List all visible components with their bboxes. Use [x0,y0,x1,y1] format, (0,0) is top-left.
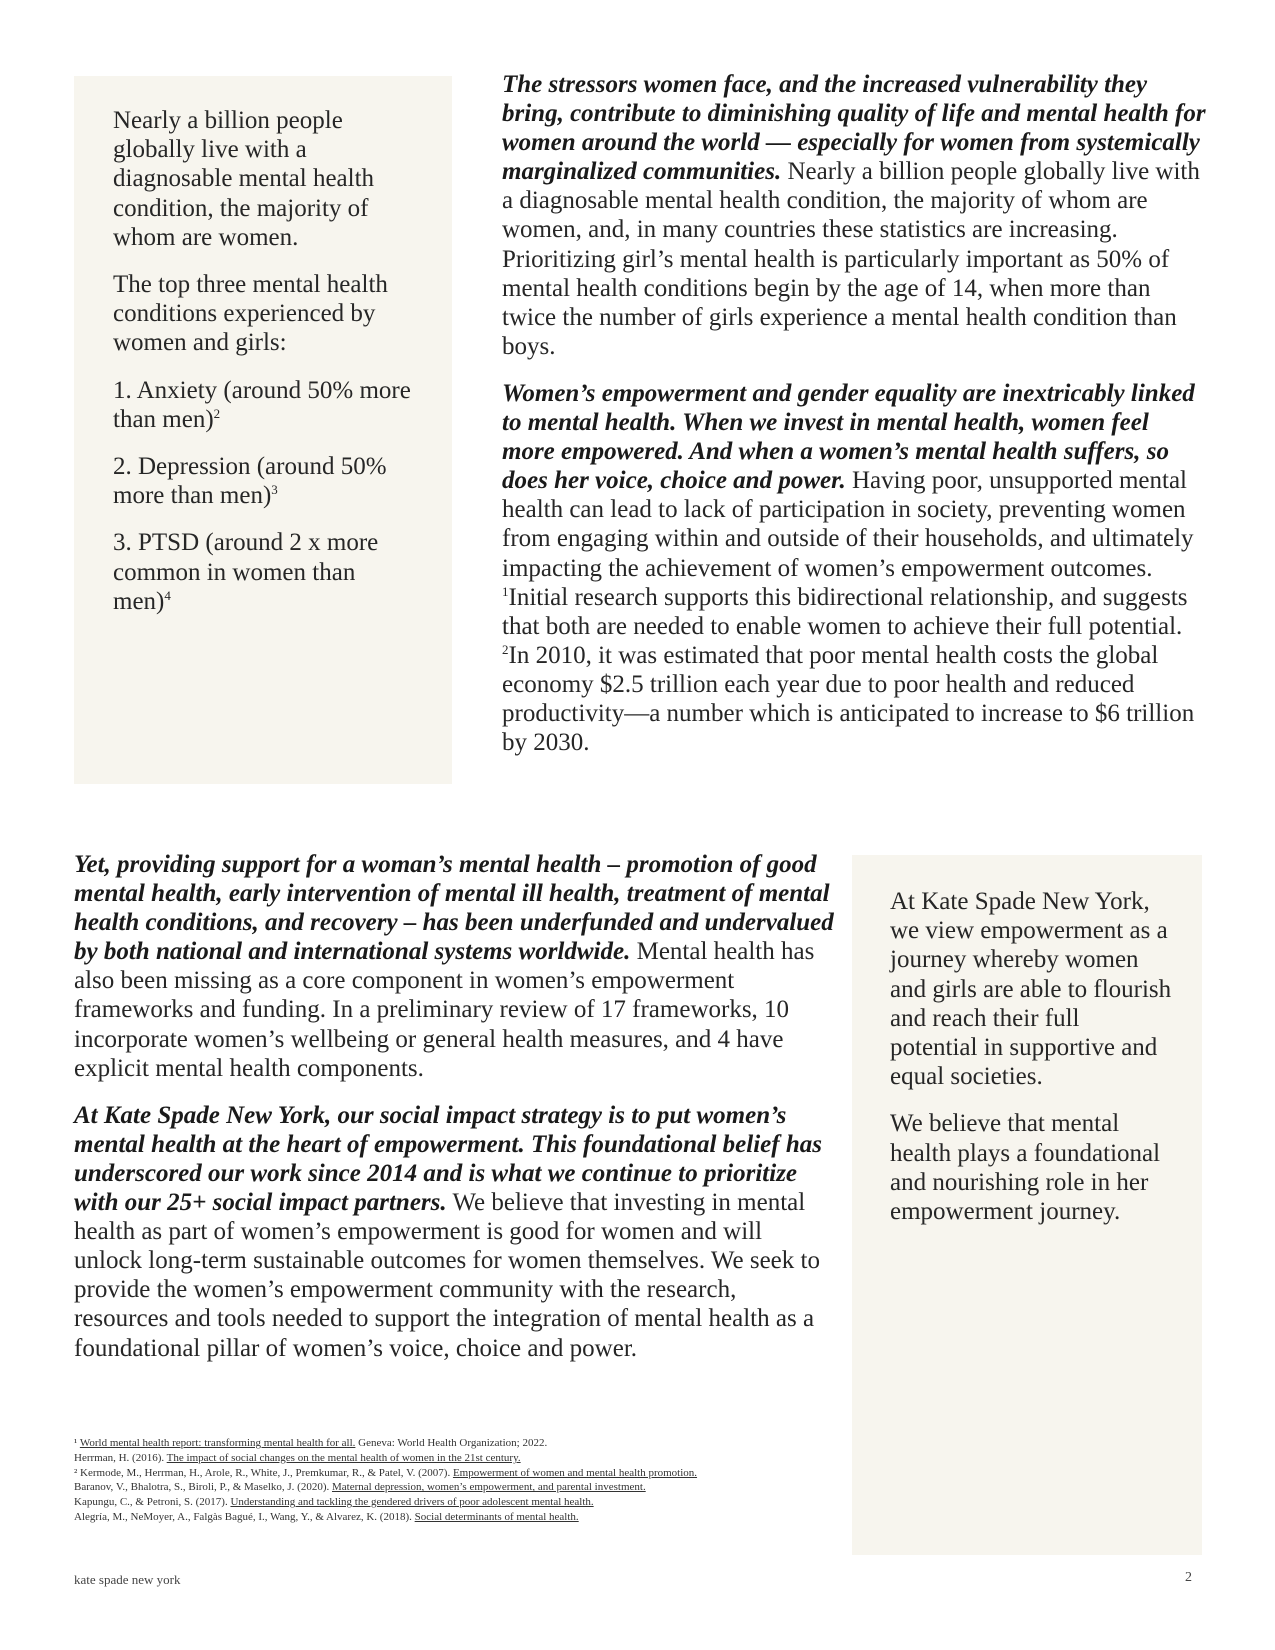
citation-link[interactable]: Social determinants of mental health. [414,1510,579,1523]
top-body-column [502,70,1207,775]
stressors-paragraph: The stressors women face, and the increased vulnerability they bring, contribute to diminishing quality of life and mental health for women around the world — especially for women from systemically marginalized communities. Nearly a billion people globally live with a diagnosable mental health condition, the majority of whom are women, and, in many countries these statistics are increasing. Prioritizing girl’s mental health is particularly important as 50% of mental health conditions begin by the age of 14, when more than twice the number of girls experience a mental health condition than boys. [502,71,1206,360]
footnote-ref: 2 [213,405,221,421]
footer-brand: kate spade new york [74,1572,181,1587]
bottom-body-column [74,850,834,1381]
footnote: ² Kermode, M., Herrman, H., Arole, R., White, J., Premkumar, R., & Patel, V. (2007). Empowerment of women and mental health promotion. [74,1466,698,1479]
footnote-ref: 1 [502,583,509,599]
footnote-ref: 3 [271,482,278,498]
citation-link[interactable]: Maternal depression, women’s empowerment, and parental investment. [331,1481,646,1494]
empowerment-view-text: At Kate Spade New York, we view empowerment as a journey whereby women and girls are able to flourish and reach their full potential in supportive and equal societies. [890,888,1172,1091]
billion-stat-text: Nearly a billion people globally live with a diagnosable mental health condition, the majority of whom are women. [113,107,375,251]
footnotes [74,1436,834,1525]
citation-link[interactable]: World mental health report: transforming mental health for all. [79,1437,356,1449]
top-conditions-intro: The top three mental health conditions experienced by women and girls: [113,271,388,357]
footnote: Herrman, H. (2016). The impact of social changes on the mental health of women in the 21st century. [74,1451,521,1464]
strategy-paragraph: At Kate Spade New York, our social impact strategy is to put women’s mental health at the heart of empowerment. This foundational belief has underscored our work since 2014 and is what we continue to prioritize with our 25+ social impact partners. We believe that investing in mental health as part of women’s empowerment is good for women and will unlock long-term sustainable outcomes for women themselves. We seek to provide the women’s empowerment community with the research, resources and tools needed to support the integration of mental health as a foundational pillar of women’s voice, choice and power. [74,1101,822,1362]
condition-item-ptsd: 3. PTSD (around 2 x more common in women than men)$^4$ [113,529,379,615]
empowerment-paragraph: Women’s empowerment and gender equality are inextricably linked to mental health. When we invest in mental health, women feel more empowered. And when a women’s mental health suffers, so does her voice, choice and power. Having poor, unsupported mental health can lead to lack of participation in society, preventing women from engaging within and outside of their households, and ultimately impacting the achievement of women’s empowerment outcomes. $^1$Initial research supports this bidirectional relationship, and suggests that both are needed to enable women to achieve their full potential. $^2$In 2010, it was estimated that poor mental health costs the global economy $2.5 trillion each year due to poor health and reduced productivity—a number which is anticipated to increase to $6 trillion by 2030. [502,379,1195,757]
citation-link[interactable]: Empowerment of women and mental health promotion. [452,1466,698,1479]
footnote: Alegría, M., NeMoyer, A., Falgàs Bagué, I., Wang, Y., & Alvarez, K. (2018). Social determinants of mental health. [74,1510,579,1523]
condition-item-depression: 2. Depression (around 50% more than men)$^3$ [113,453,387,510]
footnote-ref: 2 [502,641,509,657]
stats-callout-panel [74,76,452,784]
condition-item-anxiety: 1. Anxiety (around 50% more than men)$^2$ [113,376,411,433]
mental-health-belief-text: We believe that mental health plays a foundational and nourishing role in her empowerment journey. [890,1110,1161,1226]
footnote: Kapungu, C., & Petroni, S. (2017). Understanding and tackling the gendered drivers of poor adolescent mental health. [74,1496,594,1509]
footnote: Baranov, V., Bhalotra, S., Biroli, P., & Maselko, J. (2020). Maternal depression, women’s empowerment, and parental investment. [74,1481,646,1494]
page-number: 2 [1185,1570,1192,1585]
empowerment-callout-panel [852,855,1202,1555]
footnote-ref: 4 [164,587,171,603]
citation-link[interactable]: Understanding and tackling the gendered drivers of poor adolescent mental health. [230,1496,594,1509]
footnote: ¹ World mental health report: transforming mental health for all. Geneva: World Health Organization; 2022. [74,1437,548,1449]
citation-link[interactable]: The impact of social changes on the mental health of women in the 21st century. [166,1451,521,1464]
support-paragraph: Yet, providing support for a woman’s mental health – promotion of good mental health, early intervention of mental ill health, treatment of mental health conditions, and recovery – has been underfunded and undervalued by both national and international systems worldwide. Mental health has also been missing as a core component in women’s empowerment frameworks and funding. In a preliminary review of 17 frameworks, 10 incorporate women’s wellbeing or general health measures, and 4 have explicit mental health components. [74,851,834,1082]
